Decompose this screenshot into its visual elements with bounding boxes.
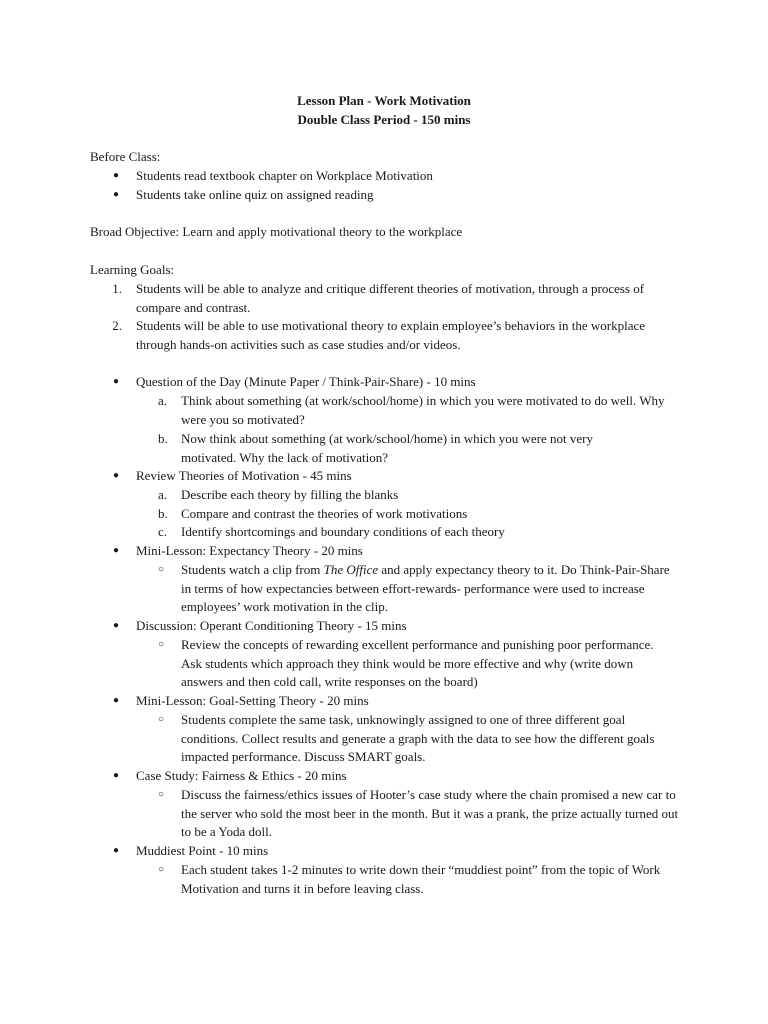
- list-item: Students complete the same task, unknowingly assigned to one of three different goal conditions. Collect results and generate a graph with the data to see how the different goals impacted performance. Discuss SMART goals.: [181, 712, 655, 765]
- bullet-icon: ●: [113, 376, 120, 387]
- bullet-icon: ●: [113, 170, 120, 181]
- list-letter: a.: [158, 393, 168, 408]
- circle-bullet-icon: ○: [158, 639, 165, 650]
- activity-title: Mini-Lesson: Expectancy Theory - 20 mins: [136, 543, 363, 558]
- circle-bullet-icon: ○: [158, 864, 165, 875]
- list-item: Students read textbook chapter on Workplace Motivation: [136, 168, 433, 183]
- bullet-icon: ●: [113, 845, 120, 856]
- list-letter: c.: [158, 524, 168, 539]
- activity-title: Mini-Lesson: Goal-Setting Theory - 20 mins: [136, 693, 369, 708]
- list-letter: b.: [158, 506, 168, 521]
- list-number: 2.: [112, 318, 122, 333]
- list-item: Students will be able to analyze and critique different theories of motivation, through a process of compare and contrast.: [136, 281, 645, 315]
- list-letter: a.: [158, 487, 168, 502]
- activity-title: Discussion: Operant Conditioning Theory - 15 mins: [136, 618, 407, 633]
- broad-objective: Broad Objective: Learn and apply motivational theory to the workplace: [90, 224, 463, 239]
- circle-bullet-icon: ○: [158, 789, 165, 800]
- list-item: Identify shortcomings and boundary conditions of each theory: [181, 524, 505, 539]
- list-item: Compare and contrast the theories of work motivations: [181, 506, 468, 521]
- circle-bullet-icon: ○: [158, 714, 165, 725]
- learning-goals-heading: Learning Goals:: [90, 262, 175, 277]
- activity-title: Muddiest Point - 10 mins: [136, 843, 269, 858]
- list-item: Describe each theory by filling the blanks: [181, 487, 399, 502]
- document-subtitle: Double Class Period - 150 mins: [297, 112, 471, 127]
- list-item: Students watch a clip from The Office and apply expectancy theory to it. Do Think-Pair-Share in terms of how expectancies between effort-rewards- performance were used to increase employees’ work motivation in the clip.: [181, 562, 670, 615]
- list-item: Discuss the fairness/ethics issues of Hooter’s case study where the chain promised a new car to the server who sold the most beer in the month. But it was a prank, the prize actually turned out to be a Yoda doll.: [181, 787, 679, 840]
- list-item: Think about something (at work/school/home) in which you were motivated to do well. Why were you so motivated?: [181, 393, 665, 427]
- circle-bullet-icon: ○: [158, 564, 165, 575]
- bullet-icon: ●: [113, 770, 120, 781]
- list-item: Students will be able to use motivational theory to explain employee’s behaviors in the workplace through hands-on activities such as case studies and/or videos.: [136, 318, 646, 352]
- list-item: Students take online quiz on assigned reading: [136, 187, 374, 202]
- list-item: Each student takes 1-2 minutes to write down their “muddiest point” from the topic of Work Motivation and turns it in before leaving class.: [181, 862, 661, 896]
- list-number: 1.: [112, 281, 122, 296]
- bullet-icon: ●: [113, 695, 120, 706]
- list-item: Review the concepts of rewarding excellent performance and punishing poor performance. Ask students which approach they think would be more effective and why (write down answers and then cold call, write responses on the board): [181, 637, 654, 690]
- activity-title: Question of the Day (Minute Paper / Think-Pair-Share) - 10 mins: [136, 374, 476, 389]
- list-letter: b.: [158, 431, 168, 446]
- bullet-icon: ●: [113, 470, 120, 481]
- document-title: Lesson Plan - Work Motivation: [297, 93, 471, 108]
- bullet-icon: ●: [113, 620, 120, 631]
- bullet-icon: ●: [113, 189, 120, 200]
- list-item: Now think about something (at work/school/home) in which you were not very motivated. Why the lack of motivation?: [181, 431, 593, 465]
- activity-title: Review Theories of Motivation - 45 mins: [136, 468, 352, 483]
- bullet-icon: ●: [113, 545, 120, 556]
- activity-title: Case Study: Fairness & Ethics - 20 mins: [136, 768, 347, 783]
- before-class-heading: Before Class:: [90, 149, 161, 164]
